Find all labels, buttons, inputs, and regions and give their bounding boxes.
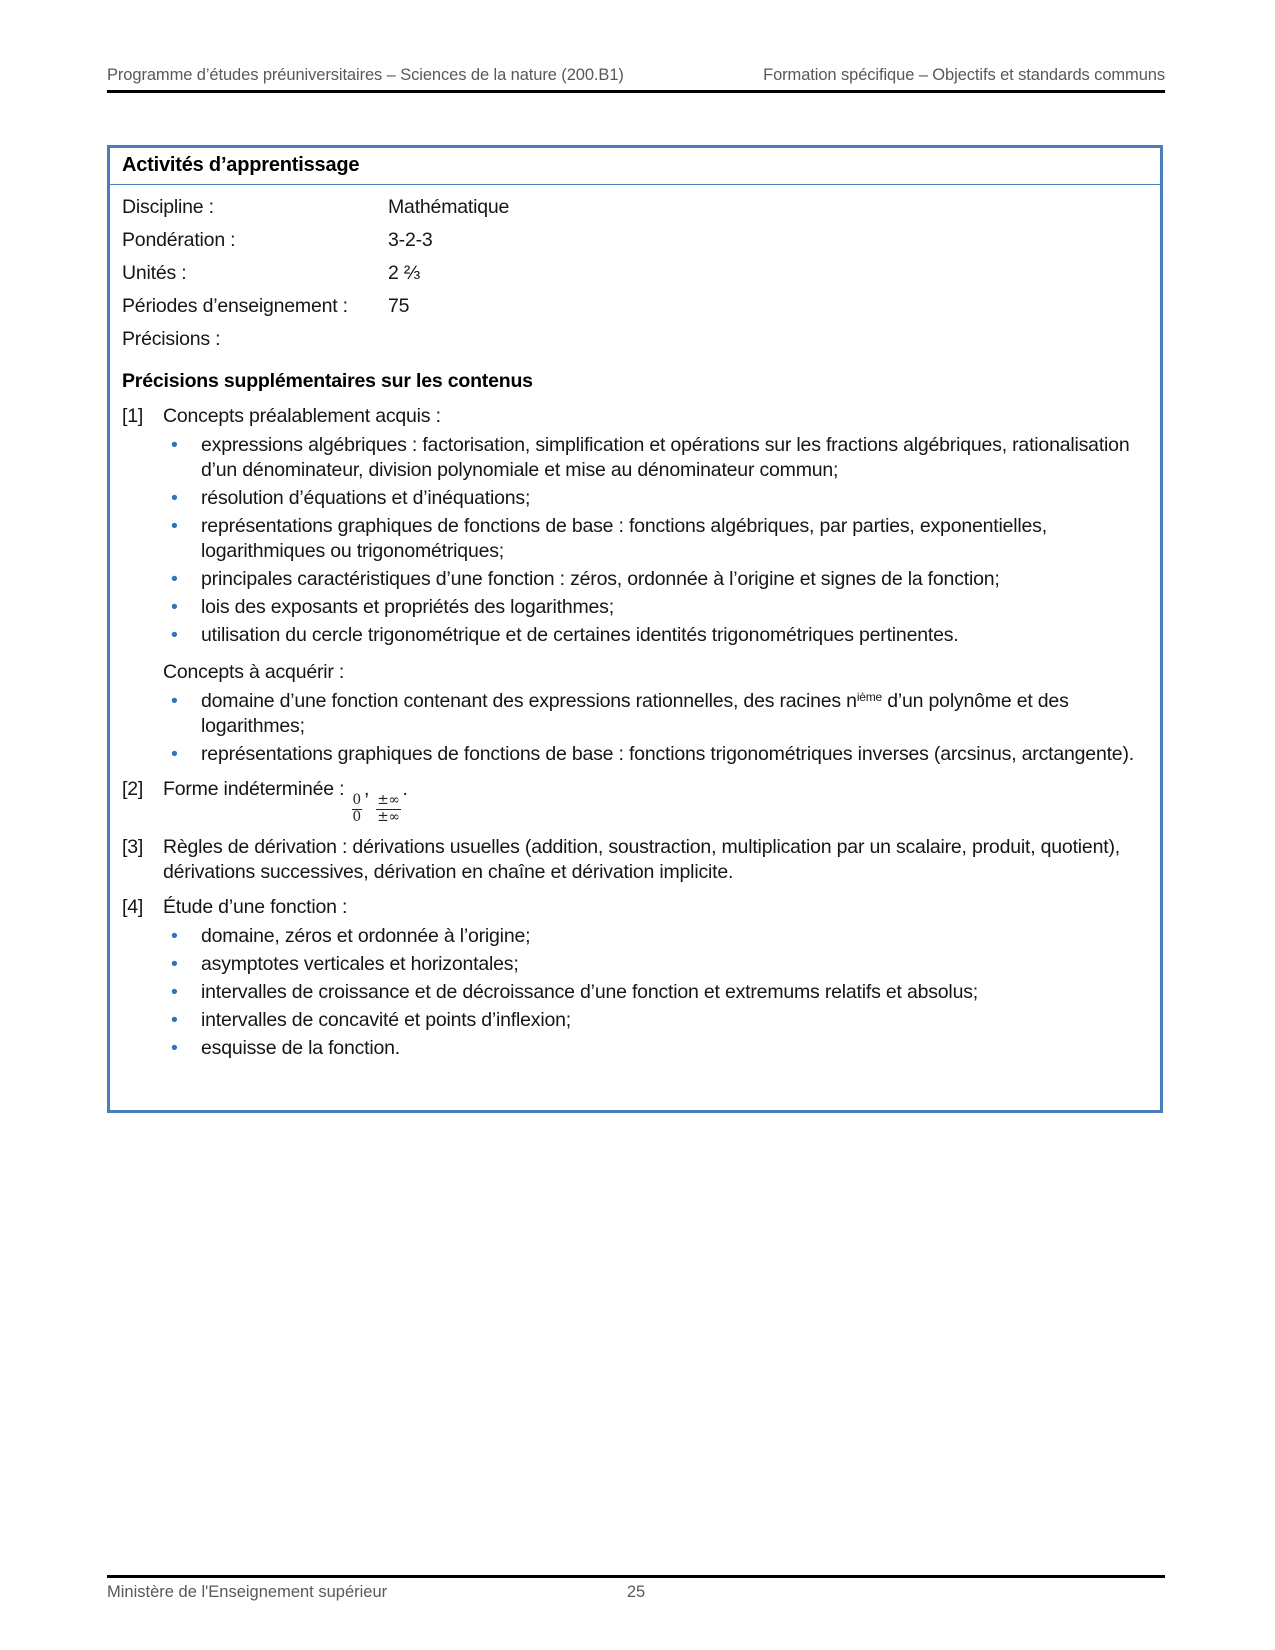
item-text: Règles de dérivation : dérivations usuelles (addition, soustraction, multiplication par un scalaire, produit, quotient), dérivations successives, dérivation en chaîne et dérivation implicite. bbox=[163, 836, 1120, 884]
item-text-end: . bbox=[402, 778, 408, 800]
page-footer bbox=[107, 1583, 1165, 1602]
fraction-numerator: 0 bbox=[352, 792, 361, 808]
activities-box bbox=[107, 145, 1163, 1113]
field-ponderation bbox=[122, 228, 1148, 252]
bullet-list bbox=[163, 689, 1150, 767]
field-list bbox=[110, 185, 1160, 351]
bullet-icon: • bbox=[171, 515, 178, 537]
item-marker: [1] bbox=[122, 405, 144, 427]
bullet-text: intervalles de concavité et points d’inflexion; bbox=[201, 1009, 571, 1032]
page-number: 25 bbox=[626, 1583, 646, 1601]
field-precisions bbox=[122, 327, 1148, 351]
bullet-text: lois des exposants et propriétés des logarithmes; bbox=[201, 596, 614, 618]
header-left-text: Programme d’études préuniversitaires – Sciences de la nature (200.B1) bbox=[107, 66, 624, 84]
bullet-icon: • bbox=[171, 743, 178, 765]
bullet-icon: • bbox=[171, 925, 178, 948]
bullet-text: intervalles de croissance et de décroissance d’une fonction et extremums relatifs et absolus; bbox=[201, 981, 978, 1004]
bullet-text: résolution d’équations et d’inéquations; bbox=[201, 487, 531, 509]
item-text: Étude d’une fonction : bbox=[163, 896, 348, 919]
list-item bbox=[163, 433, 1150, 483]
footer-rule bbox=[107, 1575, 1165, 1578]
fraction-zero-over-zero bbox=[352, 793, 362, 825]
superscript-text: ième bbox=[856, 690, 883, 704]
item-marker: [2] bbox=[122, 778, 144, 800]
numbered-item-3 bbox=[110, 835, 1160, 885]
bullet-list bbox=[163, 433, 1150, 648]
bullet-icon: • bbox=[171, 568, 178, 590]
numbered-item-4 bbox=[110, 895, 1160, 1061]
list-item bbox=[163, 1008, 1150, 1033]
item-marker: [4] bbox=[122, 896, 144, 919]
field-unites bbox=[122, 261, 1148, 285]
bullet-text: représentations graphiques de fonctions de base : fonctions trigonométriques inverses (arcsinus, arctangente). bbox=[201, 743, 1134, 765]
field-discipline bbox=[122, 195, 1148, 219]
footer-left-text: Ministère de l'Enseignement supérieur bbox=[107, 1583, 388, 1601]
list-item bbox=[163, 1036, 1150, 1061]
bullet-icon: • bbox=[171, 487, 178, 509]
list-item bbox=[163, 689, 1150, 739]
contents-subheading: Précisions supplémentaires sur les contenus bbox=[122, 370, 533, 392]
field-label: Unités : bbox=[122, 262, 187, 284]
page-header bbox=[107, 66, 1165, 85]
fraction-denominator: 0 bbox=[352, 808, 361, 825]
field-label: Discipline : bbox=[122, 196, 214, 218]
list-item bbox=[163, 595, 1150, 620]
fraction-numerator: ±∞ bbox=[377, 792, 400, 808]
numbered-item-2 bbox=[110, 777, 1160, 825]
bullet-text: utilisation du cercle trigonométrique et de certaines identités trigonométriques pertinentes. bbox=[201, 624, 959, 646]
list-item bbox=[163, 514, 1150, 564]
field-label: Précisions : bbox=[122, 328, 221, 350]
separator-text: , bbox=[363, 778, 370, 800]
subsection-heading: Concepts à acquérir : bbox=[163, 661, 345, 683]
bullet-text: expressions algébriques : factorisation, simplification et opérations sur les fractions algébriques, rationalisation d’un dénominateur, division polynomiale et mise au dénominateur commun; bbox=[201, 434, 1130, 481]
item-body bbox=[163, 835, 1150, 885]
bullet-text-pre: domaine d’une fonction contenant des expressions rationnelles, des racines n bbox=[201, 690, 857, 712]
bullet-text: représentations graphiques de fonctions de base : fonctions algébriques, par parties, exponentielles, logarithmiques ou trigonométriques; bbox=[201, 515, 1047, 562]
item-body bbox=[163, 404, 1150, 767]
bullet-text-post: d’un polynôme et des logarithmes; bbox=[201, 690, 1069, 737]
fraction-denominator: ±∞ bbox=[377, 808, 400, 825]
bullet-icon: • bbox=[171, 1037, 178, 1060]
field-periodes bbox=[122, 294, 1148, 318]
header-right-text: Formation spécifique – Objectifs et standards communs bbox=[763, 66, 1165, 84]
box-title: Activités d’apprentissage bbox=[110, 148, 1160, 185]
bullet-icon: • bbox=[171, 981, 178, 1004]
bullet-text: principales caractéristiques d’une fonction : zéros, ordonnée à l’origine et signes de la fonction; bbox=[201, 568, 1000, 590]
bullet-text: esquisse de la fonction. bbox=[201, 1037, 400, 1060]
field-label: Pondération : bbox=[122, 229, 236, 251]
item-body bbox=[163, 777, 1150, 825]
list-item bbox=[163, 952, 1150, 977]
list-item bbox=[163, 623, 1150, 648]
header-rule bbox=[107, 90, 1165, 93]
field-value: 3-2-3 bbox=[388, 229, 433, 251]
field-value: 75 bbox=[388, 295, 410, 317]
bullet-icon: • bbox=[171, 953, 178, 976]
field-value: 2 ⅔ bbox=[388, 262, 420, 284]
fraction-infinity-over-infinity bbox=[376, 793, 400, 825]
field-label: Périodes d’enseignement : bbox=[122, 295, 348, 317]
bullet-list bbox=[163, 924, 1150, 1061]
bullet-text: asymptotes verticales et horizontales; bbox=[201, 953, 519, 976]
field-value: Mathématique bbox=[388, 196, 510, 218]
bullet-text: domaine, zéros et ordonnée à l’origine; bbox=[201, 925, 531, 948]
item-marker: [3] bbox=[122, 836, 144, 859]
item-text: Forme indéterminée : bbox=[163, 778, 350, 800]
list-item bbox=[163, 486, 1150, 511]
bullet-icon: • bbox=[171, 434, 178, 456]
list-item bbox=[163, 980, 1150, 1005]
numbered-item-1 bbox=[110, 404, 1160, 767]
item-body bbox=[163, 895, 1150, 1061]
bullet-icon: • bbox=[171, 1009, 178, 1032]
list-item bbox=[163, 924, 1150, 949]
list-item bbox=[163, 567, 1150, 592]
bullet-icon: • bbox=[171, 624, 178, 646]
bullet-icon: • bbox=[171, 596, 178, 618]
bullet-icon: • bbox=[171, 690, 178, 712]
item-text: Concepts préalablement acquis : bbox=[163, 405, 441, 427]
bullet-text bbox=[201, 689, 1150, 739]
list-item bbox=[163, 742, 1150, 767]
